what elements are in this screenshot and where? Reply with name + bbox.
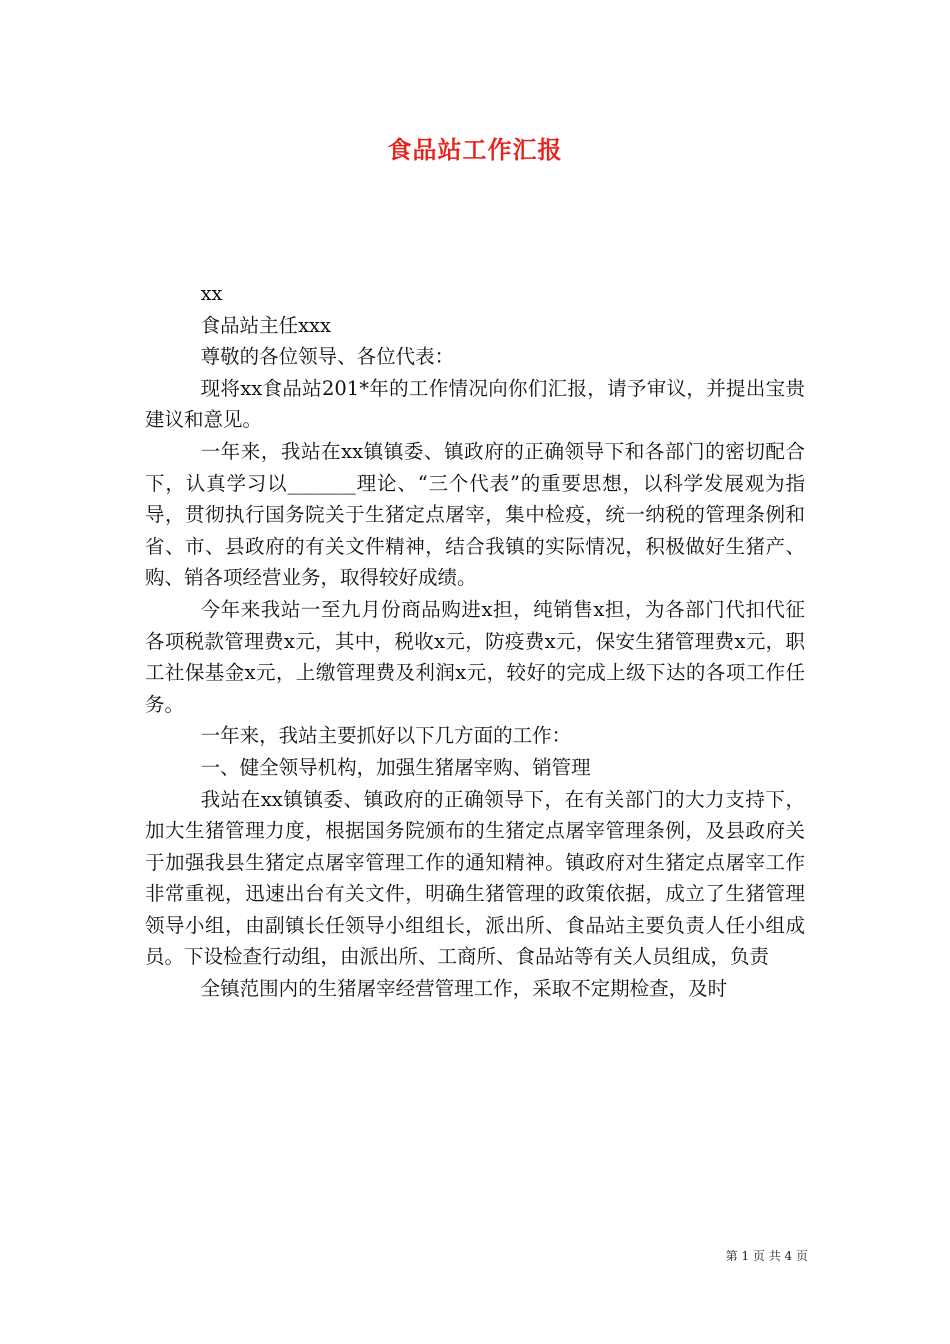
paragraph-intro: 现将xx食品站201*年的工作情况向你们汇报，请予审议，并提出宝贵建议和意见。 xyxy=(145,376,805,432)
page-number: 第 1 页 共 4 页 xyxy=(725,1249,808,1263)
paragraph-overview: 一年来，我站在xx镇镇委、镇政府的正确领导下和各部门的密切配合下，认真学习以_______理论、“三个代表”的重要思想，以科学发展观为指导，贯彻执行国务院关于生猪定点屠宰，集中检疫，统一纳税的管理条例和省、市、县政府的有关文件精神，结合我镇的实际情况，积极做好生猪产、购、销各项经营业务，取得较好成绩。 xyxy=(145,439,805,590)
paragraph-figures: 今年来我站一至九月份商品购进x担，纯销售x担，为各部门代扣代征各项税款管理费x元，其中，税收x元，防疫费x元，保安生猪管理费x元，职工社保基金x元，上缴管理费及利润x元，较好的完成上级下达的各项工作任务。 xyxy=(145,597,805,716)
paragraph-section-1-body: 我站在xx镇镇委、镇政府的正确领导下，在有关部门的大力支持下，加大生猪管理力度，根据国务院颁布的生猪定点屠宰管理条例，及县政府关于加强我县生猪定点屠宰管理工作的通知精神。镇政府对生猪定点屠宰工作非常重视，迅速出台有关文件，明确生猪管理的政策依据，成立了生猪管理领导小组，由副镇长任领导小组组长，派出所、食品站主要负责人任小组成员。下设检查行动组，由派出所、工商所、食品站等有关人员组成，负责 xyxy=(145,787,805,969)
paragraph-salutation: 尊敬的各位领导、各位代表： xyxy=(200,345,455,369)
section-heading-1: 一、健全领导机构，加强生猪屠宰购、销管理 xyxy=(200,755,591,779)
document-title: 食品站工作汇报 xyxy=(387,135,563,164)
paragraph-author: 食品站主任xxx xyxy=(200,313,332,337)
paragraph-header-xx: xx xyxy=(200,282,223,305)
paragraph-work-summary: 一年来，我站主要抓好以下几方面的工作： xyxy=(200,724,572,748)
document-body xyxy=(145,278,805,1005)
paragraph-section-1-continued: 全镇范围内的生猪屠宰经营管理工作，采取不定期检查，及时 xyxy=(200,977,728,1001)
